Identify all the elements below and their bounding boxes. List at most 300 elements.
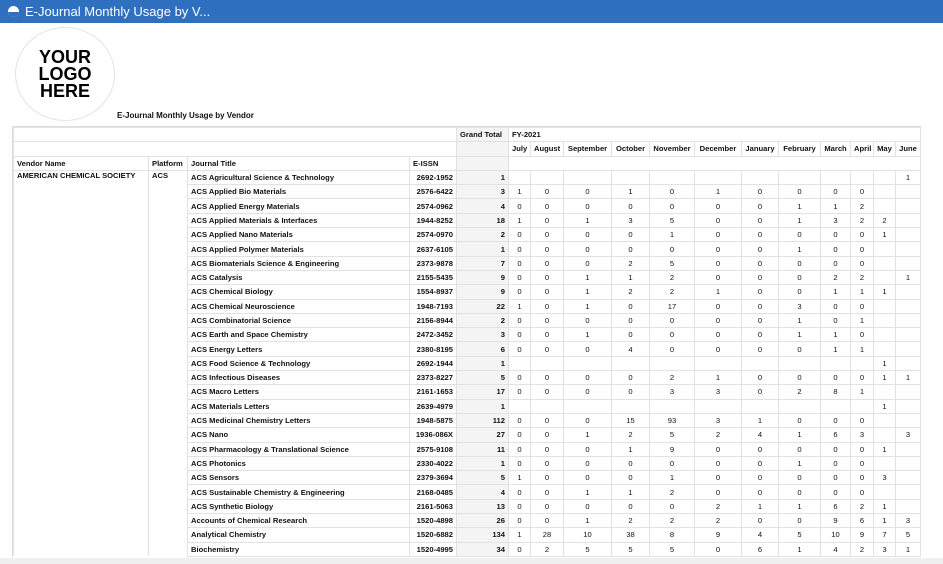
month-value-cell: 0 bbox=[612, 385, 650, 399]
e-issn-cell: 1520-6882 bbox=[410, 528, 457, 542]
month-value-cell: 0 bbox=[779, 485, 821, 499]
table-row[interactable] bbox=[14, 471, 921, 485]
table-row[interactable] bbox=[14, 185, 921, 199]
month-value-cell: 0 bbox=[695, 342, 742, 356]
month-value-cell: 6 bbox=[742, 542, 779, 556]
vendor-cell bbox=[14, 471, 149, 485]
month-value-cell: 0 bbox=[650, 499, 695, 513]
month-value-cell: 0 bbox=[779, 471, 821, 485]
month-value-cell: 0 bbox=[531, 442, 564, 456]
table-row[interactable] bbox=[14, 199, 921, 213]
month-value-cell: 0 bbox=[742, 442, 779, 456]
month-value-cell: 0 bbox=[695, 270, 742, 284]
platform-cell bbox=[149, 356, 188, 370]
month-value-cell bbox=[874, 485, 896, 499]
month-value-cell: 0 bbox=[531, 413, 564, 427]
month-value-cell bbox=[851, 170, 874, 184]
platform-cell bbox=[149, 385, 188, 399]
month-value-cell bbox=[896, 342, 921, 356]
month-value-cell: 2 bbox=[612, 514, 650, 528]
month-value-cell bbox=[874, 185, 896, 199]
month-value-cell: 0 bbox=[564, 228, 612, 242]
month-value-cell: 1 bbox=[564, 428, 612, 442]
table-row[interactable] bbox=[14, 270, 921, 284]
month-value-cell: 0 bbox=[821, 471, 851, 485]
month-value-cell: 0 bbox=[564, 413, 612, 427]
col-vendor-name[interactable]: Vendor Name bbox=[14, 156, 149, 170]
table-row[interactable] bbox=[14, 499, 921, 513]
month-value-cell: 2 bbox=[695, 499, 742, 513]
journal-title-cell: ACS Materials Letters bbox=[188, 399, 410, 413]
grand-total-cell: 9 bbox=[457, 270, 509, 284]
journal-title-cell: ACS Photonics bbox=[188, 456, 410, 470]
table-row[interactable] bbox=[14, 299, 921, 313]
month-value-cell: 0 bbox=[531, 270, 564, 284]
month-value-cell: 0 bbox=[779, 256, 821, 270]
month-value-cell: 1 bbox=[650, 471, 695, 485]
month-header[interactable]: June bbox=[896, 142, 921, 156]
month-value-cell: 0 bbox=[695, 228, 742, 242]
month-value-cell bbox=[851, 356, 874, 370]
e-issn-cell: 2156-8944 bbox=[410, 313, 457, 327]
journal-title-cell: ACS Applied Nano Materials bbox=[188, 228, 410, 242]
month-value-cell: 1 bbox=[612, 442, 650, 456]
grand-total-cell: 2 bbox=[457, 313, 509, 327]
grand-total-cell: 9 bbox=[457, 285, 509, 299]
grand-total-cell: 7 bbox=[457, 256, 509, 270]
journal-title-cell: Analytical Chemistry bbox=[188, 528, 410, 542]
month-value-cell: 0 bbox=[564, 471, 612, 485]
table-row[interactable] bbox=[14, 399, 921, 413]
month-value-cell: 0 bbox=[564, 456, 612, 470]
month-value-cell: 0 bbox=[742, 185, 779, 199]
month-value-cell: 1 bbox=[896, 542, 921, 556]
month-value-cell bbox=[874, 270, 896, 284]
month-value-cell: 0 bbox=[695, 456, 742, 470]
month-header[interactable]: December bbox=[695, 142, 742, 156]
platform-cell bbox=[149, 313, 188, 327]
month-value-cell: 3 bbox=[896, 514, 921, 528]
vendor-cell bbox=[14, 342, 149, 356]
month-value-cell: 1 bbox=[695, 185, 742, 199]
month-value-cell: 0 bbox=[531, 299, 564, 313]
month-value-cell: 0 bbox=[564, 371, 612, 385]
month-value-cell: 0 bbox=[612, 328, 650, 342]
table-row[interactable] bbox=[14, 428, 921, 442]
month-value-cell: 0 bbox=[742, 213, 779, 227]
platform-cell bbox=[149, 485, 188, 499]
month-value-cell: 2 bbox=[779, 385, 821, 399]
month-value-cell: 4 bbox=[742, 528, 779, 542]
month-value-cell: 1 bbox=[564, 328, 612, 342]
grand-total-cell: 1 bbox=[457, 456, 509, 470]
vendor-cell bbox=[14, 542, 149, 556]
month-value-cell bbox=[531, 356, 564, 370]
month-header[interactable]: July bbox=[509, 142, 531, 156]
month-value-cell bbox=[779, 399, 821, 413]
table-row[interactable] bbox=[14, 542, 921, 556]
platform-cell bbox=[149, 270, 188, 284]
grand-total-cell: 6 bbox=[457, 342, 509, 356]
month-value-cell: 0 bbox=[509, 228, 531, 242]
month-header[interactable]: April bbox=[851, 142, 874, 156]
month-value-cell: 0 bbox=[531, 456, 564, 470]
month-value-cell: 9 bbox=[851, 528, 874, 542]
month-value-cell: 3 bbox=[650, 385, 695, 399]
month-value-cell: 5 bbox=[650, 428, 695, 442]
table-row[interactable] bbox=[14, 313, 921, 327]
table-row[interactable] bbox=[14, 385, 921, 399]
month-value-cell: 1 bbox=[650, 228, 695, 242]
month-value-cell bbox=[821, 399, 851, 413]
month-value-cell: 0 bbox=[695, 442, 742, 456]
journal-title-cell: ACS Sustainable Chemistry & Engineering bbox=[188, 485, 410, 499]
month-value-cell: 0 bbox=[509, 442, 531, 456]
month-value-cell: 5 bbox=[779, 528, 821, 542]
month-value-cell bbox=[896, 242, 921, 256]
vendor-cell bbox=[14, 371, 149, 385]
col-e-issn[interactable]: E-ISSN bbox=[410, 156, 457, 170]
table-row[interactable] bbox=[14, 485, 921, 499]
month-value-cell: 0 bbox=[612, 471, 650, 485]
platform-cell bbox=[149, 228, 188, 242]
e-issn-cell: 1948-7193 bbox=[410, 299, 457, 313]
month-value-cell: 1 bbox=[564, 213, 612, 227]
platform-cell bbox=[149, 499, 188, 513]
journal-title-cell: ACS Chemical Neuroscience bbox=[188, 299, 410, 313]
month-value-cell bbox=[531, 170, 564, 184]
month-value-cell: 2 bbox=[612, 256, 650, 270]
month-value-cell: 1 bbox=[851, 385, 874, 399]
month-value-cell: 0 bbox=[742, 313, 779, 327]
platform-cell bbox=[149, 328, 188, 342]
month-value-cell: 1 bbox=[779, 499, 821, 513]
month-value-cell: 0 bbox=[509, 428, 531, 442]
logo-line-2: LOGO bbox=[38, 63, 92, 84]
table-row[interactable] bbox=[14, 170, 921, 184]
table-row[interactable] bbox=[14, 514, 921, 528]
vendor-cell bbox=[14, 442, 149, 456]
e-issn-cell: 1948-5875 bbox=[410, 413, 457, 427]
table-row[interactable] bbox=[14, 242, 921, 256]
logo-placeholder bbox=[15, 27, 115, 121]
month-value-cell: 1 bbox=[821, 199, 851, 213]
month-value-cell: 0 bbox=[650, 242, 695, 256]
window-titlebar[interactable] bbox=[0, 0, 943, 23]
month-value-cell: 0 bbox=[531, 256, 564, 270]
month-value-cell: 0 bbox=[695, 485, 742, 499]
month-value-cell: 15 bbox=[612, 413, 650, 427]
month-value-cell: 0 bbox=[509, 456, 531, 470]
month-value-cell: 0 bbox=[851, 371, 874, 385]
month-value-cell: 0 bbox=[509, 242, 531, 256]
month-value-cell bbox=[509, 399, 531, 413]
grand-total-cell: 34 bbox=[457, 542, 509, 556]
month-value-cell: 3 bbox=[779, 299, 821, 313]
month-value-cell: 3 bbox=[851, 428, 874, 442]
table-row[interactable] bbox=[14, 371, 921, 385]
month-value-cell: 1 bbox=[695, 371, 742, 385]
table-row[interactable] bbox=[14, 213, 921, 227]
month-value-cell: 0 bbox=[851, 471, 874, 485]
report-icon bbox=[8, 6, 19, 17]
platform-cell bbox=[149, 456, 188, 470]
month-header[interactable]: March bbox=[821, 142, 851, 156]
table-row[interactable] bbox=[14, 456, 921, 470]
month-value-cell: 0 bbox=[531, 213, 564, 227]
month-value-cell bbox=[509, 356, 531, 370]
journal-title-cell: ACS Earth and Space Chemistry bbox=[188, 328, 410, 342]
platform-cell bbox=[149, 242, 188, 256]
vendor-cell bbox=[14, 270, 149, 284]
month-value-cell: 2 bbox=[650, 514, 695, 528]
month-value-cell: 0 bbox=[564, 256, 612, 270]
journal-title-cell: ACS Infectious Diseases bbox=[188, 371, 410, 385]
grand-total-cell: 1 bbox=[457, 242, 509, 256]
month-value-cell: 0 bbox=[742, 328, 779, 342]
month-value-cell bbox=[896, 228, 921, 242]
month-value-cell: 0 bbox=[650, 342, 695, 356]
e-issn-cell: 2692-1952 bbox=[410, 170, 457, 184]
month-value-cell: 0 bbox=[821, 371, 851, 385]
platform-cell bbox=[149, 199, 188, 213]
month-header[interactable]: September bbox=[564, 142, 612, 156]
month-value-cell: 3 bbox=[821, 213, 851, 227]
month-value-cell: 0 bbox=[612, 199, 650, 213]
month-value-cell: 3 bbox=[874, 471, 896, 485]
month-value-cell: 1 bbox=[874, 371, 896, 385]
month-value-cell: 0 bbox=[509, 328, 531, 342]
table-row[interactable] bbox=[14, 356, 921, 370]
month-value-cell: 0 bbox=[695, 213, 742, 227]
month-value-cell: 0 bbox=[695, 328, 742, 342]
month-value-cell: 1 bbox=[779, 199, 821, 213]
grand-total-cell: 1 bbox=[457, 170, 509, 184]
month-value-cell: 0 bbox=[695, 471, 742, 485]
month-value-cell: 2 bbox=[851, 199, 874, 213]
month-value-cell bbox=[695, 356, 742, 370]
month-value-cell: 0 bbox=[612, 456, 650, 470]
month-value-cell: 0 bbox=[742, 456, 779, 470]
month-header[interactable]: February bbox=[779, 142, 821, 156]
logo-line-3: HERE bbox=[39, 80, 90, 101]
month-value-cell: 0 bbox=[742, 471, 779, 485]
month-value-cell: 0 bbox=[531, 199, 564, 213]
grand-total-cell: 26 bbox=[457, 514, 509, 528]
month-value-cell bbox=[896, 399, 921, 413]
month-value-cell: 1 bbox=[612, 485, 650, 499]
month-value-cell: 0 bbox=[742, 242, 779, 256]
month-value-cell bbox=[874, 170, 896, 184]
e-issn-cell: 1520-4898 bbox=[410, 514, 457, 528]
month-value-cell bbox=[874, 256, 896, 270]
month-value-cell bbox=[874, 313, 896, 327]
month-value-cell: 0 bbox=[742, 385, 779, 399]
usage-table-container[interactable] bbox=[12, 126, 921, 557]
month-value-cell: 0 bbox=[695, 199, 742, 213]
e-issn-cell: 2575-9108 bbox=[410, 442, 457, 456]
month-value-cell: 2 bbox=[650, 371, 695, 385]
month-value-cell: 1 bbox=[695, 285, 742, 299]
month-value-cell: 0 bbox=[509, 285, 531, 299]
month-value-cell: 0 bbox=[821, 256, 851, 270]
grand-total-cell: 11 bbox=[457, 442, 509, 456]
e-issn-cell: 2576-6422 bbox=[410, 185, 457, 199]
month-value-cell: 0 bbox=[742, 285, 779, 299]
table-row[interactable] bbox=[14, 413, 921, 427]
vendor-cell bbox=[14, 256, 149, 270]
grand-total-cell: 5 bbox=[457, 371, 509, 385]
col-journal-title[interactable]: Journal Title bbox=[188, 156, 410, 170]
table-row[interactable] bbox=[14, 328, 921, 342]
month-value-cell bbox=[695, 170, 742, 184]
month-value-cell: 0 bbox=[509, 371, 531, 385]
table-row[interactable] bbox=[14, 528, 921, 542]
month-value-cell: 0 bbox=[531, 385, 564, 399]
horizontal-scrollbar[interactable] bbox=[0, 558, 943, 564]
month-value-cell: 0 bbox=[650, 313, 695, 327]
month-value-cell: 9 bbox=[650, 442, 695, 456]
month-value-cell: 1 bbox=[509, 213, 531, 227]
month-value-cell bbox=[874, 413, 896, 427]
e-issn-cell: 2692-1944 bbox=[410, 356, 457, 370]
month-value-cell: 5 bbox=[564, 542, 612, 556]
month-value-cell: 9 bbox=[821, 514, 851, 528]
month-value-cell: 0 bbox=[564, 342, 612, 356]
month-value-cell: 0 bbox=[779, 342, 821, 356]
month-value-cell bbox=[874, 456, 896, 470]
month-value-cell: 0 bbox=[531, 228, 564, 242]
month-value-cell: 2 bbox=[650, 270, 695, 284]
vendor-cell bbox=[14, 185, 149, 199]
month-value-cell bbox=[896, 485, 921, 499]
month-header[interactable]: August bbox=[531, 142, 564, 156]
month-value-cell: 2 bbox=[695, 428, 742, 442]
month-value-cell bbox=[821, 170, 851, 184]
month-value-cell: 1 bbox=[896, 170, 921, 184]
table-row[interactable] bbox=[14, 256, 921, 270]
col-platform[interactable]: Platform bbox=[149, 156, 188, 170]
month-value-cell: 2 bbox=[821, 270, 851, 284]
journal-title-cell: ACS Sensors bbox=[188, 471, 410, 485]
journal-title-cell: ACS Catalysis bbox=[188, 270, 410, 284]
month-value-cell: 1 bbox=[612, 270, 650, 284]
month-value-cell: 1 bbox=[564, 299, 612, 313]
month-value-cell: 0 bbox=[779, 371, 821, 385]
month-value-cell: 0 bbox=[509, 270, 531, 284]
month-value-cell: 1 bbox=[779, 242, 821, 256]
month-value-cell bbox=[896, 285, 921, 299]
month-value-cell bbox=[874, 242, 896, 256]
journal-title-cell: ACS Applied Polymer Materials bbox=[188, 242, 410, 256]
month-value-cell: 1 bbox=[851, 342, 874, 356]
journal-title-cell: ACS Applied Materials & Interfaces bbox=[188, 213, 410, 227]
vendor-cell bbox=[14, 385, 149, 399]
month-value-cell: 2 bbox=[874, 213, 896, 227]
month-header[interactable]: November bbox=[650, 142, 695, 156]
table-row[interactable] bbox=[14, 342, 921, 356]
platform-cell bbox=[149, 528, 188, 542]
month-value-cell bbox=[821, 356, 851, 370]
logo-line-1: YOUR bbox=[38, 46, 91, 67]
month-header[interactable]: January bbox=[742, 142, 779, 156]
journal-title-cell: ACS Synthetic Biology bbox=[188, 499, 410, 513]
journal-title-cell: ACS Pharmacology & Translational Science bbox=[188, 442, 410, 456]
month-value-cell: 0 bbox=[531, 313, 564, 327]
month-value-cell: 0 bbox=[531, 499, 564, 513]
month-value-cell: 2 bbox=[650, 485, 695, 499]
vendor-cell bbox=[14, 399, 149, 413]
month-value-cell: 0 bbox=[779, 228, 821, 242]
platform-cell bbox=[149, 413, 188, 427]
grand-total-cell: 2 bbox=[457, 228, 509, 242]
vendor-cell bbox=[14, 328, 149, 342]
month-value-cell: 0 bbox=[564, 442, 612, 456]
month-value-cell: 3 bbox=[896, 428, 921, 442]
grand-total-cell: 1 bbox=[457, 399, 509, 413]
grand-total-cell: 17 bbox=[457, 385, 509, 399]
month-value-cell: 8 bbox=[821, 385, 851, 399]
month-header[interactable]: May bbox=[874, 142, 896, 156]
month-value-cell: 1 bbox=[874, 285, 896, 299]
month-value-cell: 2 bbox=[650, 285, 695, 299]
month-value-cell bbox=[612, 170, 650, 184]
month-value-cell bbox=[742, 170, 779, 184]
month-value-cell: 0 bbox=[742, 371, 779, 385]
e-issn-cell: 1520-4995 bbox=[410, 542, 457, 556]
platform-cell bbox=[149, 213, 188, 227]
month-value-cell bbox=[874, 299, 896, 313]
header-blank-2 bbox=[14, 142, 457, 156]
vendor-cell bbox=[14, 299, 149, 313]
platform-cell bbox=[149, 285, 188, 299]
platform-cell bbox=[149, 342, 188, 356]
month-value-cell: 0 bbox=[695, 299, 742, 313]
month-value-cell bbox=[896, 199, 921, 213]
month-value-cell bbox=[896, 499, 921, 513]
month-value-cell: 0 bbox=[779, 285, 821, 299]
e-issn-cell: 2637-6105 bbox=[410, 242, 457, 256]
vendor-cell bbox=[14, 285, 149, 299]
month-value-cell: 2 bbox=[695, 514, 742, 528]
month-value-cell: 0 bbox=[851, 485, 874, 499]
table-row[interactable] bbox=[14, 228, 921, 242]
e-issn-cell: 2161-1653 bbox=[410, 385, 457, 399]
month-value-cell bbox=[564, 356, 612, 370]
month-value-cell: 0 bbox=[851, 185, 874, 199]
vendor-cell bbox=[14, 242, 149, 256]
table-row[interactable] bbox=[14, 442, 921, 456]
vendor-cell bbox=[14, 485, 149, 499]
month-value-cell: 6 bbox=[821, 428, 851, 442]
e-issn-cell: 2380-8195 bbox=[410, 342, 457, 356]
month-value-cell: 1 bbox=[874, 228, 896, 242]
grand-total-cell: 112 bbox=[457, 413, 509, 427]
month-value-cell bbox=[874, 199, 896, 213]
grand-total-cell: 13 bbox=[457, 499, 509, 513]
month-value-cell: 1 bbox=[779, 328, 821, 342]
month-header[interactable]: October bbox=[612, 142, 650, 156]
month-value-cell: 1 bbox=[874, 499, 896, 513]
month-value-cell: 0 bbox=[821, 185, 851, 199]
vendor-cell bbox=[14, 228, 149, 242]
month-value-cell: 2 bbox=[851, 542, 874, 556]
vendor-cell bbox=[14, 499, 149, 513]
month-value-cell: 0 bbox=[821, 413, 851, 427]
table-row[interactable] bbox=[14, 285, 921, 299]
month-value-cell: 0 bbox=[531, 428, 564, 442]
e-issn-cell: 1944-8252 bbox=[410, 213, 457, 227]
